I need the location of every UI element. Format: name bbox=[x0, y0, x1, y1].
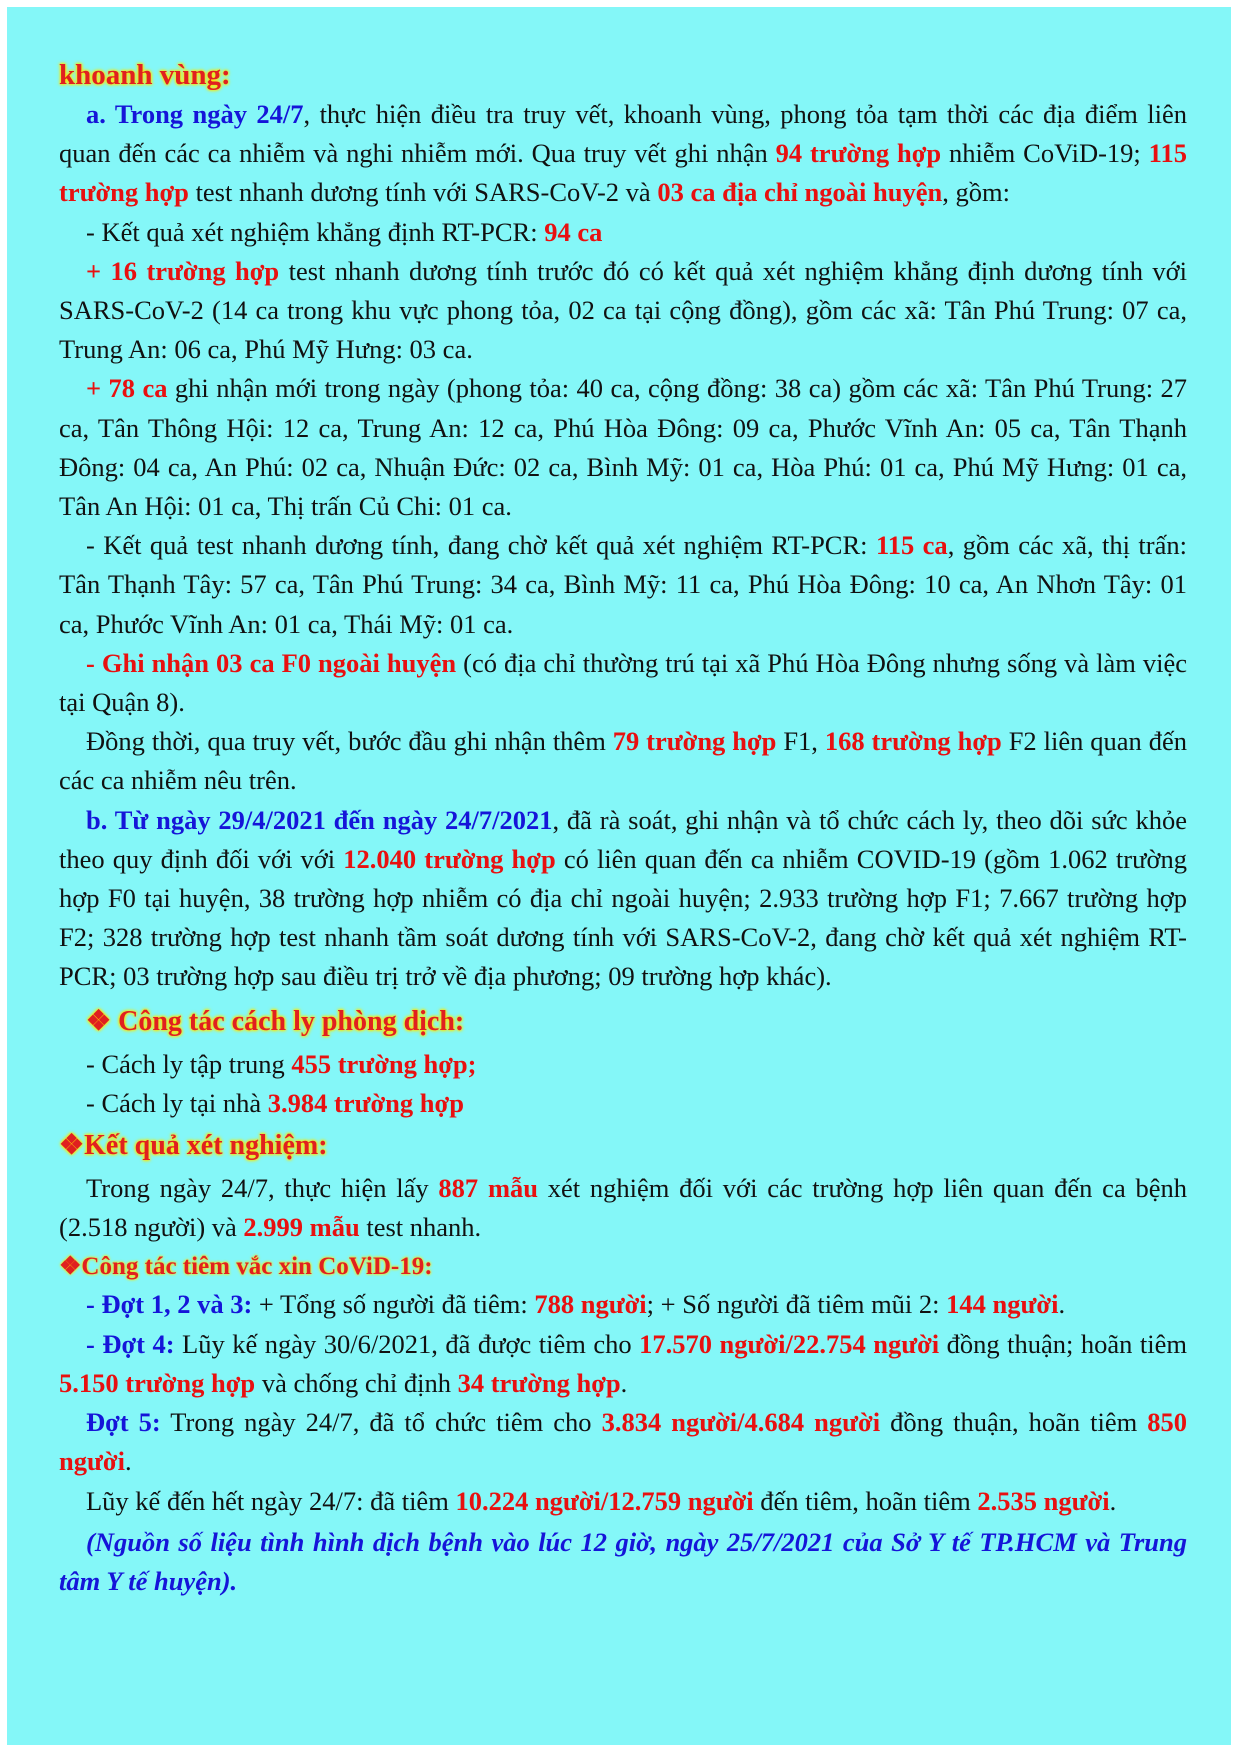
text: . bbox=[1109, 1485, 1117, 1516]
text: Lũy kế ngày 30/6/2021, đã được tiêm cho bbox=[174, 1328, 640, 1359]
text: test nhanh dương tính trước đó có kết quả xét nghiệm khẳng định dương tính với SARS-CoV-2 (14 ca trong khu vực phong tỏa, 02 ca tại cộng đồng), gồm các xã: Tân Phú Trung: 07 ca, Trung An: 06 ca, Phú Mỹ Hưng: 03 ca. bbox=[59, 255, 1187, 365]
text: ghi nhận mới trong ngày (phong tỏa: 40 ca, cộng đồng: 38 ca) gồm các xã: Tân Phú Trung: 27 ca, Tân Thông Hội: 12 ca, Trung An: 12 ca, Phú Hòa Đông: 09 ca, Phước Vĩnh An: 05 ca, Tân Thạnh Đông: 04 ca, An Phú: 02 ca, Nhuận Đức: 02 ca, Bình Mỹ: 01 ca, Hòa Phú: 01 ca, Phú Mỹ Hưng: 01 ca, Tân An Hội: 01 ca, Thị trấn Củ Chi: 01 ca. bbox=[59, 373, 1187, 522]
text: - Kết quả xét nghiệm khẳng định RT-PCR: bbox=[86, 216, 545, 247]
text: . bbox=[1058, 1289, 1066, 1320]
heading-text: Công tác cách ly phòng dịch: bbox=[118, 1005, 465, 1037]
highlight: + 78 ca bbox=[86, 373, 168, 404]
highlight: 2.999 mẫu bbox=[243, 1212, 360, 1243]
vaccine-cumulative bbox=[59, 1482, 1187, 1521]
text: đồng thuận, hoãn tiêm bbox=[880, 1407, 1148, 1438]
text: test nhanh. bbox=[359, 1212, 482, 1243]
text: - Cách ly tại nhà bbox=[86, 1087, 268, 1118]
text: + Tổng số người đã tiêm: bbox=[252, 1289, 535, 1320]
diamond-bullet-icon: ❖ bbox=[59, 1130, 85, 1162]
paragraph-b bbox=[59, 801, 1187, 997]
text: có liên quan đến ca nhiễm COVID-19 (gồm 1.062 trường hợp F0 tại huyện, 38 trường hợp nhiễm có địa chỉ ngoài huyện; 2.933 trường hợp F1; 7.667 trường hợp F2; 328 trường hợp test nhanh tầm soát dương tính với SARS-CoV-2, đang chờ kết quả xét nghiệm RT-PCR; 03 trường hợp sau điều trị trở về địa phương; 09 trường hợp khác). bbox=[59, 843, 1187, 992]
isolation-concentrated bbox=[59, 1045, 1187, 1084]
highlight: - Ghi nhận 03 ca F0 ngoài huyện bbox=[86, 647, 457, 678]
highlight: 455 trường hợp; bbox=[291, 1048, 477, 1079]
paragraph-outside-district bbox=[59, 644, 1187, 722]
highlight: 34 trường hợp bbox=[457, 1367, 621, 1398]
diamond-bullet-icon: ❖ bbox=[59, 1253, 82, 1281]
text: , gồm các xã, thị trấn: Tân Thạnh Tây: 57 ca, Tân Phú Trung: 34 ca, Bình Mỹ: 11 ca, Phú Hòa Đông: 10 ca, An Nhơn Tây: 01 ca, Phước Vĩnh An: 01 ca, Thái Mỹ: 01 ca. bbox=[59, 530, 1187, 639]
paragraph-rtpcr bbox=[59, 213, 1187, 252]
highlight: 03 ca địa chỉ ngoài huyện bbox=[657, 177, 943, 208]
document-body bbox=[59, 55, 1187, 1601]
highlight: 94 trường hợp bbox=[775, 138, 942, 169]
text: Trong ngày 24/7, đã tổ chức tiêm cho bbox=[160, 1407, 602, 1438]
text: và chống chỉ định bbox=[255, 1367, 458, 1398]
highlight: 115 ca bbox=[875, 530, 948, 561]
vaccine-round-4 bbox=[59, 1325, 1187, 1403]
text: Lũy kế đến hết ngày 24/7: đã tiêm bbox=[86, 1485, 456, 1516]
paragraph-plus-78 bbox=[59, 369, 1187, 526]
round-label: Đợt 5: bbox=[86, 1407, 161, 1438]
highlight: 168 trường hợp bbox=[824, 726, 1002, 757]
round-label: - Đợt 1, 2 và 3: bbox=[86, 1289, 253, 1320]
text: - Kết quả test nhanh dương tính, đang chờ kết quả xét nghiệm RT-PCR: bbox=[86, 530, 876, 561]
highlight: 788 người bbox=[534, 1289, 647, 1320]
highlight: 115 trường hợp bbox=[59, 138, 1187, 208]
isolation-home bbox=[59, 1084, 1187, 1123]
highlight: + 16 trường hợp bbox=[86, 255, 280, 286]
text: (có địa chỉ thường trú tại xã Phú Hòa Đông nhưng sống và làm việc tại Quận 8). bbox=[59, 647, 1187, 718]
highlight: 10.224 người/12.759 người bbox=[455, 1485, 754, 1516]
text: . bbox=[124, 1446, 132, 1477]
text: Trong ngày 24/7, thực hiện lấy bbox=[86, 1173, 439, 1204]
paragraph-quick-test bbox=[59, 526, 1187, 644]
heading-vaccine bbox=[59, 1249, 1187, 1285]
label-b: b. Từ ngày 29/4/2021 đến ngày 24/7/2021 bbox=[86, 804, 553, 835]
diamond-bullet-icon: ❖ bbox=[86, 1005, 112, 1037]
highlight: 3.834 người/4.684 người bbox=[601, 1407, 881, 1438]
highlight: 2.535 người bbox=[977, 1485, 1110, 1516]
paragraph-simultaneously bbox=[59, 722, 1187, 800]
vaccine-round-5 bbox=[59, 1403, 1187, 1481]
paragraph-plus-16 bbox=[59, 252, 1187, 370]
text: , gồm: bbox=[942, 177, 1010, 208]
text: đồng thuận; hoãn tiêm bbox=[939, 1328, 1188, 1359]
paragraph-a bbox=[59, 95, 1187, 213]
text: nhiễm CoViD-19; bbox=[941, 138, 1149, 169]
heading-testing bbox=[59, 1123, 1187, 1169]
text: , đã rà soát, ghi nhận và tổ chức cách ly, theo dõi sức khỏe theo quy định đối với với bbox=[59, 804, 1187, 874]
highlight: 79 trường hợp bbox=[612, 726, 777, 757]
heading-isolation bbox=[59, 999, 1187, 1045]
highlight: 850 người bbox=[59, 1407, 1187, 1477]
text: đến tiêm, hoãn tiêm bbox=[753, 1485, 978, 1516]
text: ; + Số người đã tiêm mũi 2: bbox=[646, 1289, 947, 1320]
text: Đồng thời, qua truy vết, bước đầu ghi nhận thêm bbox=[86, 726, 613, 757]
text: , thực hiện điều tra truy vết, khoanh vùng, phong tỏa tạm thời các địa điểm liên quan đến các ca nhiễm và nghi nhiễm mới. Qua truy vết ghi nhận bbox=[59, 99, 1187, 169]
highlight: 94 ca bbox=[544, 216, 603, 247]
text: - Cách ly tập trung bbox=[86, 1048, 292, 1079]
source-note: (Nguồn số liệu tình hình dịch bệnh vào lúc 12 giờ, ngày 25/7/2021 của Sở Y tế TP.HCM và Trung tâm Y tế huyện). bbox=[59, 1526, 1187, 1596]
document-page bbox=[7, 7, 1231, 1745]
paragraph-testing bbox=[59, 1169, 1187, 1247]
vaccine-round-1-2-3 bbox=[59, 1285, 1187, 1324]
highlight: 17.570 người/22.754 người bbox=[639, 1328, 940, 1359]
round-label: - Đợt 4: bbox=[86, 1328, 175, 1359]
highlight: 3.984 trường hợp bbox=[267, 1087, 464, 1118]
heading-text: Công tác tiêm vắc xin CoViD-19: bbox=[81, 1253, 433, 1281]
heading-khoanh-vung: khoanh vùng: bbox=[59, 59, 231, 91]
highlight: 144 người bbox=[946, 1289, 1059, 1320]
text: . bbox=[620, 1367, 628, 1398]
highlight: 887 mẫu bbox=[438, 1173, 539, 1204]
heading-text: Kết quả xét nghiệm: bbox=[84, 1130, 328, 1162]
text: xét nghiệm đối với các trường hợp liên quan đến ca bệnh (2.518 người) và bbox=[59, 1173, 1187, 1243]
text: F1, bbox=[776, 726, 825, 757]
text: test nhanh dương tính với SARS-CoV-2 và bbox=[188, 177, 658, 208]
highlight: 12.040 trường hợp bbox=[343, 843, 556, 874]
highlight: 5.150 trường hợp bbox=[59, 1367, 256, 1398]
text: F2 liên quan đến các ca nhiễm nêu trên. bbox=[59, 726, 1187, 796]
label-a: a. Trong ngày 24/7 bbox=[86, 99, 304, 129]
